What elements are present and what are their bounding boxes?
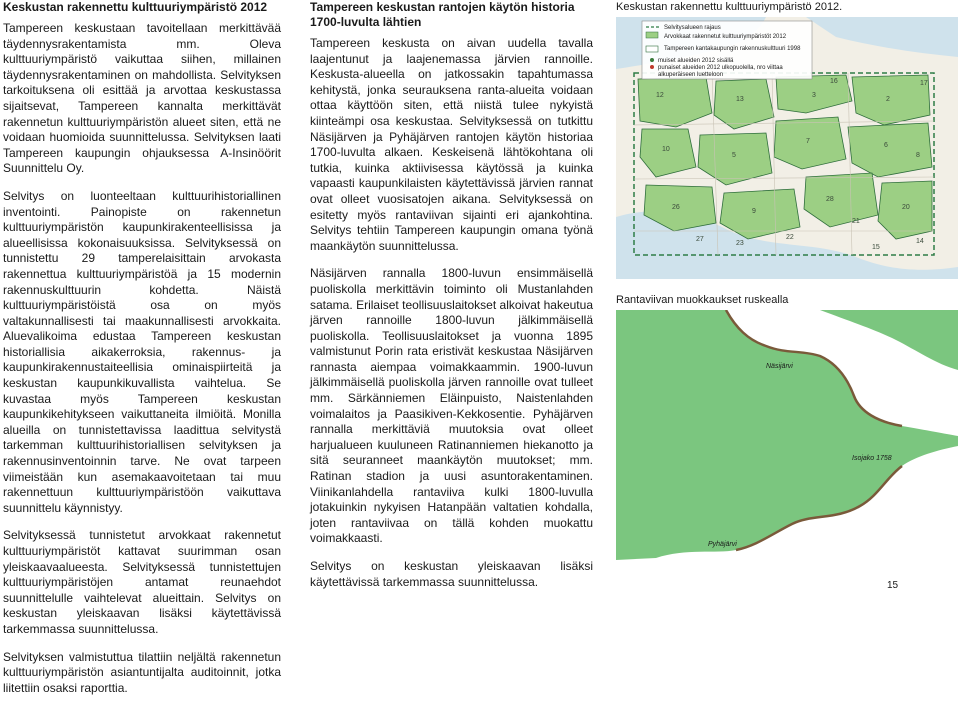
area-number: 6 xyxy=(884,142,888,149)
area-number: 23 xyxy=(736,240,744,247)
area-number: 22 xyxy=(786,234,794,241)
right-column xyxy=(616,0,960,560)
area-number: 10 xyxy=(662,146,670,153)
map1-legend xyxy=(642,21,812,79)
legend-1998-survey: Tampereen kantakaupungin rakennuskulttuuri 1998 xyxy=(664,46,801,52)
cultural-environment-map xyxy=(616,17,958,279)
area-number: 7 xyxy=(806,138,810,145)
map2-label-isojako: Isojako 1758 xyxy=(852,455,892,462)
area-number: 5 xyxy=(732,152,736,159)
map2-label-pyhajarvi: Pyhäjärvi xyxy=(708,541,737,548)
area-number: 20 xyxy=(902,204,910,211)
paragraph-2: Selvitys on luonteeltaan kulttuurihistoriallinen inventointi. Painopiste on rakennetun kulttuuriympäristön kaupunkirakenteellisissa ja alueellisissa kokonaisuuksissa. Selvityksessä on tunnistettu 29 tamperelaisittain arvokasta rakennettua kulttuuriympäristöä ja 15 modernin rakennuskulttuurin kohdetta. Näistä kulttuuriympäristöistä osa on myös valtakunnallisesti tai maakunnallisesti arvokkaita. Aluevalikoima edustaa Tampereen keskustan historiallisia aikakerroksia, rakennus- ja kaupunkirakennustaiteellisia ominaispiirteitä ja keskustan kaupunkikuvallista vaihtelua. Se kuvastaa myös Tampereen keskustan kaupunkikehitykseen vaikuttaneita ilmiöitä. Monilla alueilla on tunnistettavissa laadittua selvitystä tarkemman kulttuurihistoriallisen selvityksen ja rakennusinventoinnin tarve. Ne ovat tarpeen viimeistään kun asemakaavoitetaan tai muu rakennettuun kulttuuriympäristöön vaikuttava suunnittelu käynnistyy. xyxy=(3,188,281,515)
area-number: 28 xyxy=(826,196,834,203)
paragraph-5: Tampereen keskusta on aivan uudella tavalla laajentunut ja laajenemassa järvien rannoille. Keskusta-alueella on jatkossakin tapahtumassa kehitystä, jonka seurauksena ranta-alueita voidaan ottaa käyttöön siten, että niistä tulee nykyistä kiinteämpi osa keskustaa. Selvityksessä on tutkittu Näsijärven ja Pyhäjärven rantojen käytön historiaa 1700-luvulta alkaen. Keskeisenä lähtökohtana oli tutkia, kuinka aktiivisessa käytössä ja kuinka vapaasti kaupunkilaisten käytettävissä järvien rannat ovat olleet vuosisatojen aikana. Selvityksessä on esitetty myös rantaviivan sijainti eri ajankohtina. Selvitys tehtiin Tampereen kaupungin omana työnä maankäytön suunnittelussa. xyxy=(310,36,593,253)
area-number: 3 xyxy=(812,92,816,99)
shoreline-map xyxy=(616,310,958,560)
paragraph-6: Näsijärven rannalla 1800-luvun ensimmäisellä puoliskolla merkittävin toiminto oli Mustanlahden satama. Erilaiset teollisuuslaitokset alkoivat hakeutua järven rannoille 1800-luvun jälkimmäisellä puoliskolla. Teollisuuslaitokset ja vuonna 1895 valmistunut Porin rata eristivät keskustaa Näsijärven rannasta aiempaa voimakkaammin. 1900-luvun jälkimmäisellä puoliskolla järven rannoille ovat tulleet mm. Särkänniemen Eläinpuisto, Naistenlahden voimalaitos ja Paasikiven-Kekkosentie. Pyhäjärven rannalla merkittäviä muutoksia ovat olleet harjualueen kuuluneen Ratinanniemen hiekanotto ja sitä seuranneet maankäytön muutokset; mm. Ratinan stadion ja uusi asuntorakentaminen. Viinikanlahdella rantaviiva kulki 1800-luvulla jotakuinkin nykyisen Hatanpään valtatien kohdalla, joten rantaviivaa on tällä kohden muokattu voimakkaasti. xyxy=(310,266,593,546)
area-number: 15 xyxy=(872,244,880,251)
map1-caption: Keskustan rakennettu kulttuuriympäristö 2012. xyxy=(616,1,843,13)
area-number: 9 xyxy=(752,208,756,215)
legend-survey-boundary: Selvitysalueen rajaus xyxy=(664,25,721,31)
legend-outside-areas: punaiset alueiden 2012 ulkopuolella, nro viittaa xyxy=(658,65,783,71)
area-number: 16 xyxy=(830,78,838,85)
legend-original-list: alkuperäiseen luetteloon xyxy=(658,72,724,78)
map2-label-nasijarvi: Näsijärvi xyxy=(766,363,793,370)
area-number: 17 xyxy=(920,80,928,87)
area-number: 2 xyxy=(886,96,890,103)
map2-caption: Rantaviivan muokkaukset ruskealla xyxy=(616,294,789,306)
page-number: 15 xyxy=(887,580,899,591)
area-number: 12 xyxy=(656,92,664,99)
paragraph-4: Selvityksen valmistuttua tilattiin neljältä rakennetun kulttuuriympäristön asiantuntijalta auditoinnit, jotka liitettiin osaksi raporttia. xyxy=(3,649,281,695)
area-number: 14 xyxy=(916,238,924,245)
paragraph-3: Selvityksessä tunnistetut arvokkaat rakennetut kulttuuriympäristöt kattavat suurimman osan yleiskaavaalueesta. Selvityksessä tunnistettujen kulttuuriympäristöjen antamat reunaehdot suunnittelulle vaihtelevat alueittain. Selvitys on keskustan yleiskaavan lisäksi käytettävissä tarkemmassa suunnittelussa. xyxy=(3,528,281,636)
section-heading-cultural-environment: Keskustan rakennettu kulttuuriympäristö 2012 xyxy=(3,0,268,14)
area-number: 26 xyxy=(672,204,680,211)
legend-inside-areas: muiset alueiden 2012 sisällä xyxy=(658,58,734,64)
legend-valuable-areas: Arvokkaat rakennetut kulttuuriympäristöt 2012 xyxy=(664,34,787,40)
area-number: 21 xyxy=(852,218,860,225)
area-number: 13 xyxy=(736,96,744,103)
section-heading-shore-history: Tampereen keskustan rantojen käytön historia 1700-luvulta lähtien xyxy=(310,0,575,29)
paragraph-1: Tampereen keskustaan tavoitellaan merkittävää täydennysrakentamista mm. Oleva kulttuuriympäristö vaikuttaa siihen, millainen täydennysrakentaminen on mahdollista. Selvityksen tarkoituksena oli esittää ja arvottaa keskustassa sijaitsevat, Tampereen kannalta merkittävät rakennetun kulttuuriympäristön alueet siten, että ne voidaan huomioida suunnittelussa. Selvityksen laati Tampereen kaupungin ohjauksessa A-Insinöörit Suunnittelu Oy. xyxy=(3,21,281,176)
area-number: 8 xyxy=(916,152,920,159)
area-number: 27 xyxy=(696,236,704,243)
paragraph-7: Selvitys on keskustan yleiskaavan lisäksi käytettävissä tarkemmassa suunnittelussa. xyxy=(310,559,593,589)
left-column xyxy=(3,0,281,708)
middle-column xyxy=(310,0,593,602)
